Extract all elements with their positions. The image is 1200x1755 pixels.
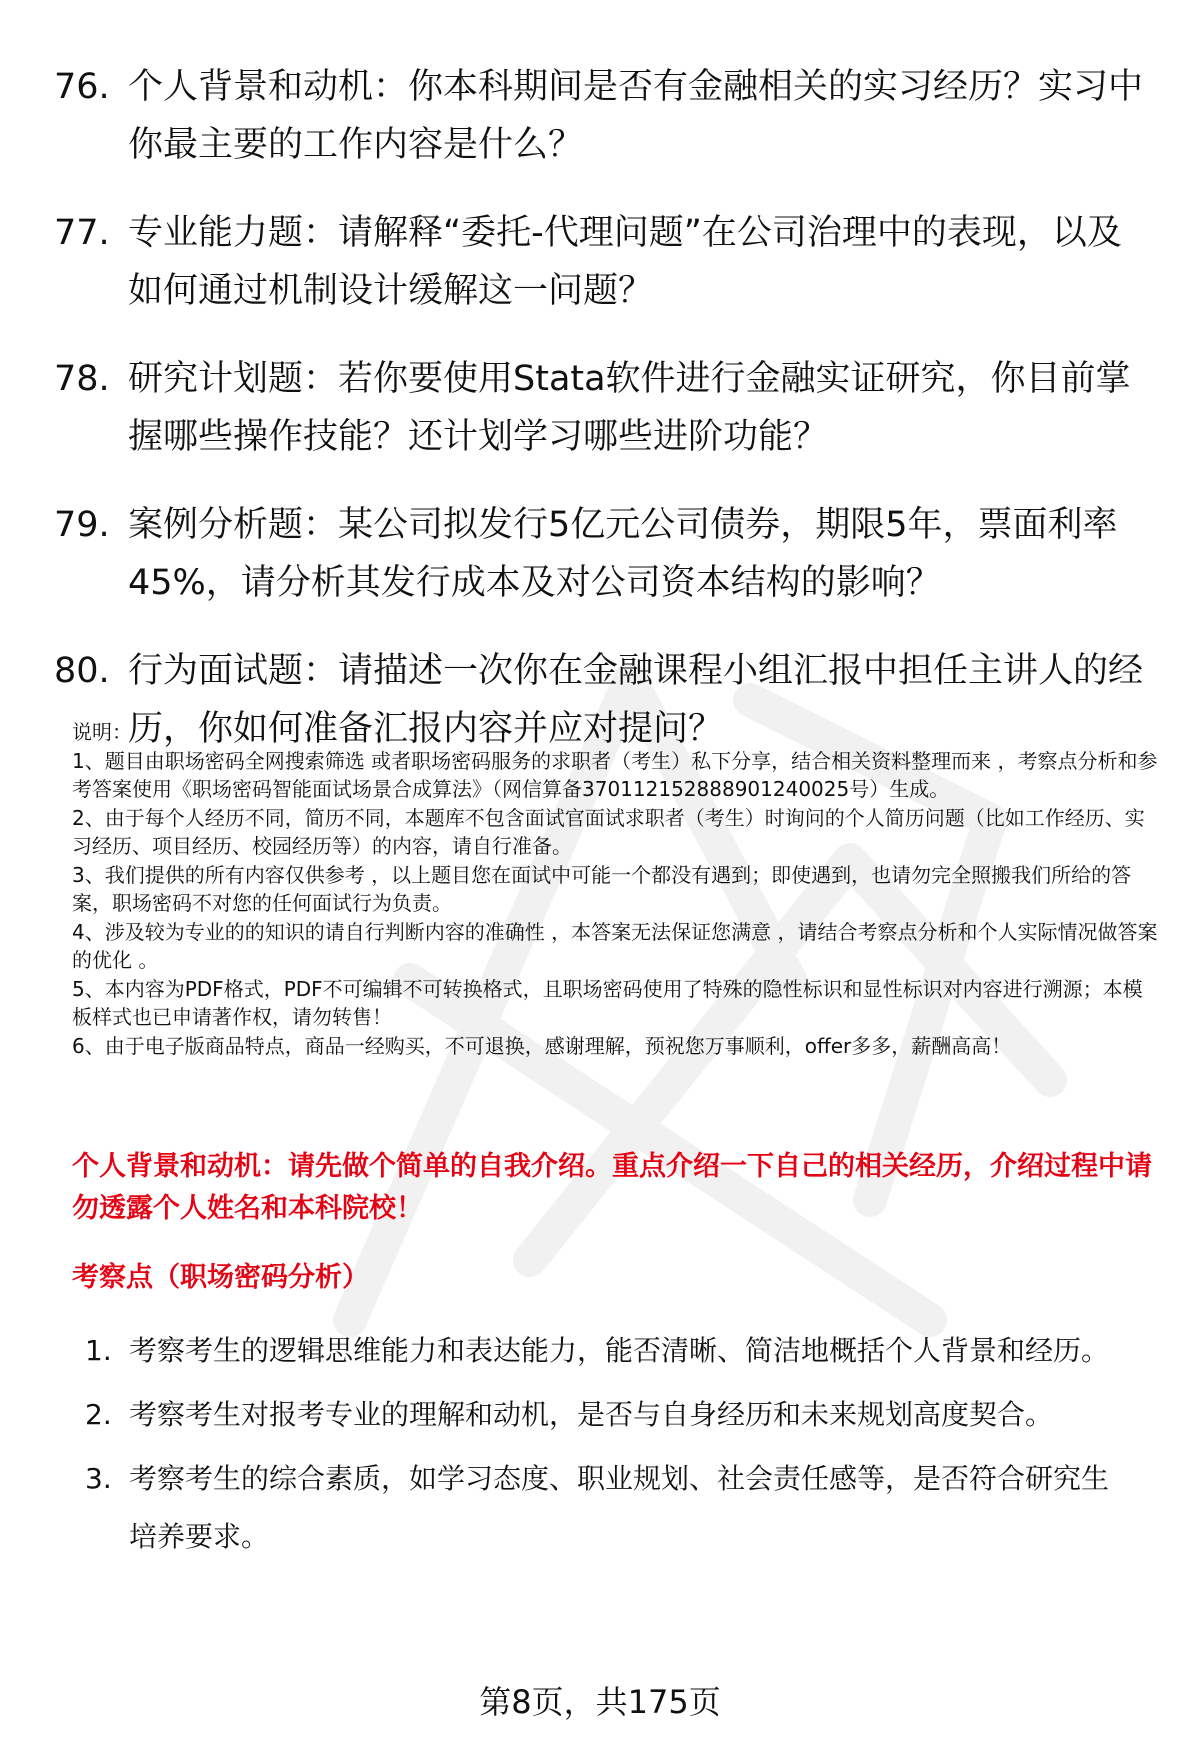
question-number: 78. [54, 359, 110, 399]
notes-title: 说明： [72, 720, 132, 744]
point-item [85, 1450, 1165, 1566]
note-item: 1、题目由职场密码全网搜索筛选 或者职场密码服务的求职者（考生）私下分享，结合相关资料整理而来 ，考察点分析和参考答案使用《职场密码智能面试场景合成算法》（网信算备370112152888901240025号）生成。 [72, 748, 1158, 801]
question-item [54, 204, 1154, 320]
disclaimer-notes [72, 718, 1162, 1060]
question-text: 行为面试题：请描述一次你在金融课程小组汇报中担任主讲人的经历，你如何准备汇报内容并应对提问？ [128, 651, 1144, 749]
point-number: 2. [85, 1398, 112, 1431]
note-item: 5、本内容为PDF格式，PDF不可编辑不可转换格式，且职场密码使用了特殊的隐性标识和显性标识对内容进行溯源；本模板样式也已申请著作权，请勿转售！ [72, 976, 1143, 1029]
section-subheading: 考察点（职场密码分析） [72, 1262, 369, 1293]
question-number: 80. [54, 651, 110, 691]
page-number: 第8页，共175页 [479, 1683, 721, 1721]
point-text: 考察考生对报考专业的理解和动机，是否与自身经历和未来规划高度契合。 [129, 1398, 1054, 1431]
question-number: 77. [54, 213, 110, 253]
question-item [54, 58, 1154, 174]
point-text: 考察考生的逻辑思维能力和表达能力，能否清晰、简洁地概括个人背景和经历。 [129, 1334, 1110, 1367]
point-number: 1. [85, 1334, 112, 1367]
question-text: 研究计划题：若你要使用Stata软件进行金融实证研究，你目前掌握哪些操作技能？还计划学习哪些进阶功能？ [128, 359, 1131, 457]
note-item: 3、我们提供的所有内容仅供参考 ，以上题目您在面试中可能一个都没有遇到；即使遇到，也请勿完全照搬我们所给的答案，职场密码不对您的任何面试行为负责。 [72, 862, 1132, 915]
question-item [54, 350, 1154, 466]
point-number: 3. [85, 1462, 112, 1495]
point-item [85, 1322, 1165, 1380]
question-item [54, 496, 1154, 612]
question-number: 79. [54, 505, 110, 545]
question-text: 案例分析题：某公司拟发行5亿元公司债券，期限5年，票面利率45%，请分析其发行成本及对公司资本结构的影响？ [128, 505, 1118, 603]
point-item [85, 1386, 1165, 1444]
note-item: 4、涉及较为专业的的知识的请自行判断内容的准确性 ，本答案无法保证您满意 ，请结合考察点分析和个人实际情况做答案的优化 。 [72, 919, 1158, 972]
section-heading: 个人背景和动机：请先做个简单的自我介绍。重点介绍一下自己的相关经历，介绍过程中请勿透露个人姓名和本科院校！ [72, 1151, 1152, 1224]
question-text: 个人背景和动机：你本科期间是否有金融相关的实习经历？实习中你最主要的工作内容是什么？ [128, 67, 1144, 165]
question-list [54, 58, 1154, 788]
question-number: 76. [54, 67, 110, 107]
question-text: 专业能力题：请解释“委托-代理问题”在公司治理中的表现，以及如何通过机制设计缓解这一问题？ [128, 213, 1122, 311]
point-text: 考察考生的综合素质，如学习态度、职业规划、社会责任感等，是否符合研究生培养要求。 [129, 1462, 1110, 1553]
note-item: 2、由于每个人经历不同，简历不同，本题库不包含面试官面试求职者（考生）时询问的个人简历问题（比如工作经历、实习经历、项目经历、校园经历等）的内容，请自行准备。 [72, 805, 1145, 858]
assessment-points [85, 1322, 1165, 1572]
note-item: 6、由于电子版商品特点，商品一经购买，不可退换，感谢理解，预祝您万事顺利，offer多多，薪酬高高！ [72, 1033, 1012, 1058]
